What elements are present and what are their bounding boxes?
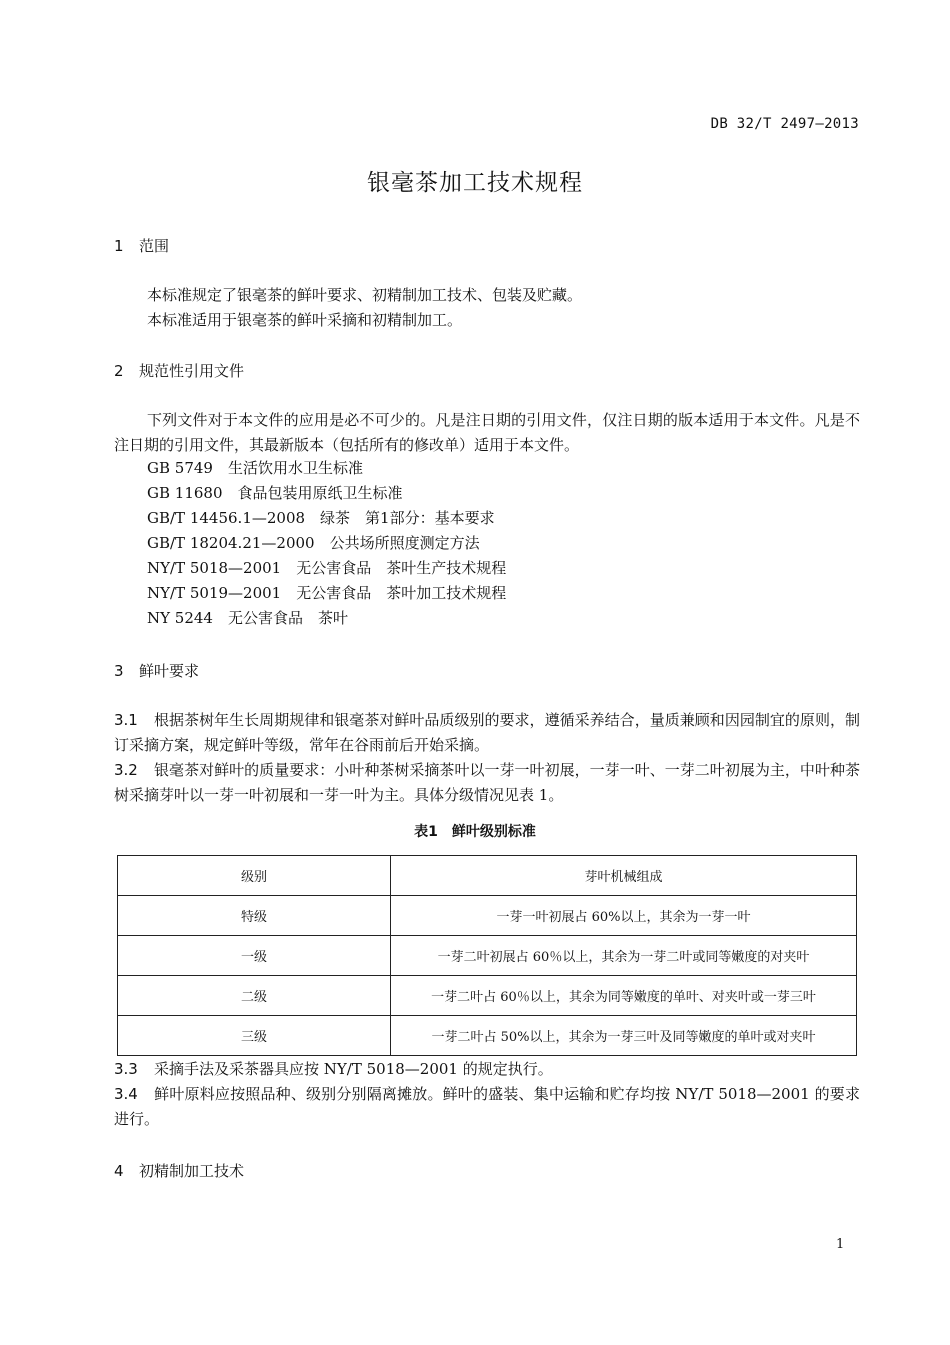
table-cell-grade: 三级 — [118, 1016, 391, 1056]
table-row — [118, 976, 857, 1016]
clause-number: 3.3 — [114, 1060, 138, 1078]
clause-number: 3.4 — [114, 1085, 138, 1103]
section-1-paragraph: 本标准适用于银毫茶的鲜叶采摘和初精制加工。 — [147, 311, 463, 329]
clause-3-2 — [114, 758, 860, 808]
reference-item: GB 11680 食品包装用原纸卫生标准 — [147, 484, 403, 502]
table-header-cell: 芽叶机械组成 — [391, 856, 857, 896]
section-1-paragraph: 本标准规定了银毫茶的鲜叶要求、初精制加工技术、包装及贮藏。 — [147, 286, 583, 304]
section-1-heading — [114, 235, 169, 256]
clause-text: 鲜叶原料应按照品种、级别分别隔离摊放。鲜叶的盛装、集中运输和贮存均按 NY/T 5018—2001 的要求进行。 — [114, 1085, 860, 1128]
reference-item: GB/T 18204.21—2000 公共场所照度测定方法 — [147, 534, 480, 552]
section-2-heading — [114, 360, 244, 381]
table-row — [118, 936, 857, 976]
clause-number: 3.2 — [114, 761, 138, 779]
reference-item: NY 5244 无公害食品 茶叶 — [147, 609, 348, 627]
section-number: 4 — [114, 1162, 124, 1180]
section-number: 1 — [114, 237, 124, 255]
table-cell-grade: 特级 — [118, 896, 391, 936]
table-cell-composition: 一芽二叶初展占 60％以上，其余为一芽二叶或同等嫩度的对夹叶 — [391, 936, 857, 976]
section-number: 2 — [114, 362, 124, 380]
section-title: 鲜叶要求 — [139, 662, 200, 680]
clause-3-3 — [114, 1057, 860, 1082]
section-2-intro: 下列文件对于本文件的应用是必不可少的。凡是注日期的引用文件，仅注日期的版本适用于本文件。凡是不注日期的引用文件，其最新版本（包括所有的修改单）适用于本文件。 — [114, 411, 860, 454]
table-header-cell: 级别 — [118, 856, 391, 896]
reference-item: NY/T 5019—2001 无公害食品 茶叶加工技术规程 — [147, 584, 507, 602]
table-cell-composition: 一芽一叶初展占 60%以上，其余为一芽一叶 — [391, 896, 857, 936]
clause-text: 根据茶树年生长周期规律和银毫茶对鲜叶品质级别的要求，遵循采养结合，量质兼顾和因园制宜的原则，制订采摘方案，规定鲜叶等级，常年在谷雨前后开始采摘。 — [114, 711, 860, 754]
clause-3-4 — [114, 1082, 860, 1132]
table-cell-grade: 一级 — [118, 936, 391, 976]
table-cell-composition: 一芽二叶占 50%以上，其余为一芽三叶及同等嫩度的单叶或对夹叶 — [391, 1016, 857, 1056]
reference-item: GB 5749 生活饮用水卫生标准 — [147, 459, 363, 477]
clause-3-1 — [114, 708, 860, 758]
clause-number: 3.1 — [114, 711, 138, 729]
section-title: 初精制加工技术 — [139, 1162, 245, 1180]
page-number: 1 — [836, 1237, 845, 1252]
clause-text: 采摘手法及采茶器具应按 NY/T 5018—2001 的规定执行。 — [154, 1060, 553, 1078]
clause-text: 银毫茶对鲜叶的质量要求：小叶种茶树采摘茶叶以一芽一叶初展，一芽一叶、一芽二叶初展为主，中叶种茶树采摘芽叶以一芽一叶初展和一芽一叶为主。具体分级情况见表 1。 — [114, 761, 860, 804]
table-row — [118, 1016, 857, 1056]
table-header-row — [118, 856, 857, 896]
table-cell-grade: 二级 — [118, 976, 391, 1016]
reference-item: NY/T 5018—2001 无公害食品 茶叶生产技术规程 — [147, 559, 507, 577]
section-4-heading — [114, 1160, 244, 1181]
standard-code: DB 32/T 2497—2013 — [710, 116, 859, 132]
table-caption: 表1 鲜叶级别标准 — [414, 824, 536, 840]
reference-item: GB/T 14456.1—2008 绿茶 第1部分：基本要求 — [147, 509, 495, 527]
table-cell-composition: 一芽二叶占 60％以上，其余为同等嫩度的单叶、对夹叶或一芽三叶 — [391, 976, 857, 1016]
section-title: 规范性引用文件 — [139, 362, 245, 380]
table-row — [118, 896, 857, 936]
section-number: 3 — [114, 662, 124, 680]
document-title: 银毫茶加工技术规程 — [367, 170, 583, 196]
section-title: 范围 — [139, 237, 170, 255]
section-3-heading — [114, 660, 199, 681]
leaf-grade-table — [117, 855, 857, 1056]
